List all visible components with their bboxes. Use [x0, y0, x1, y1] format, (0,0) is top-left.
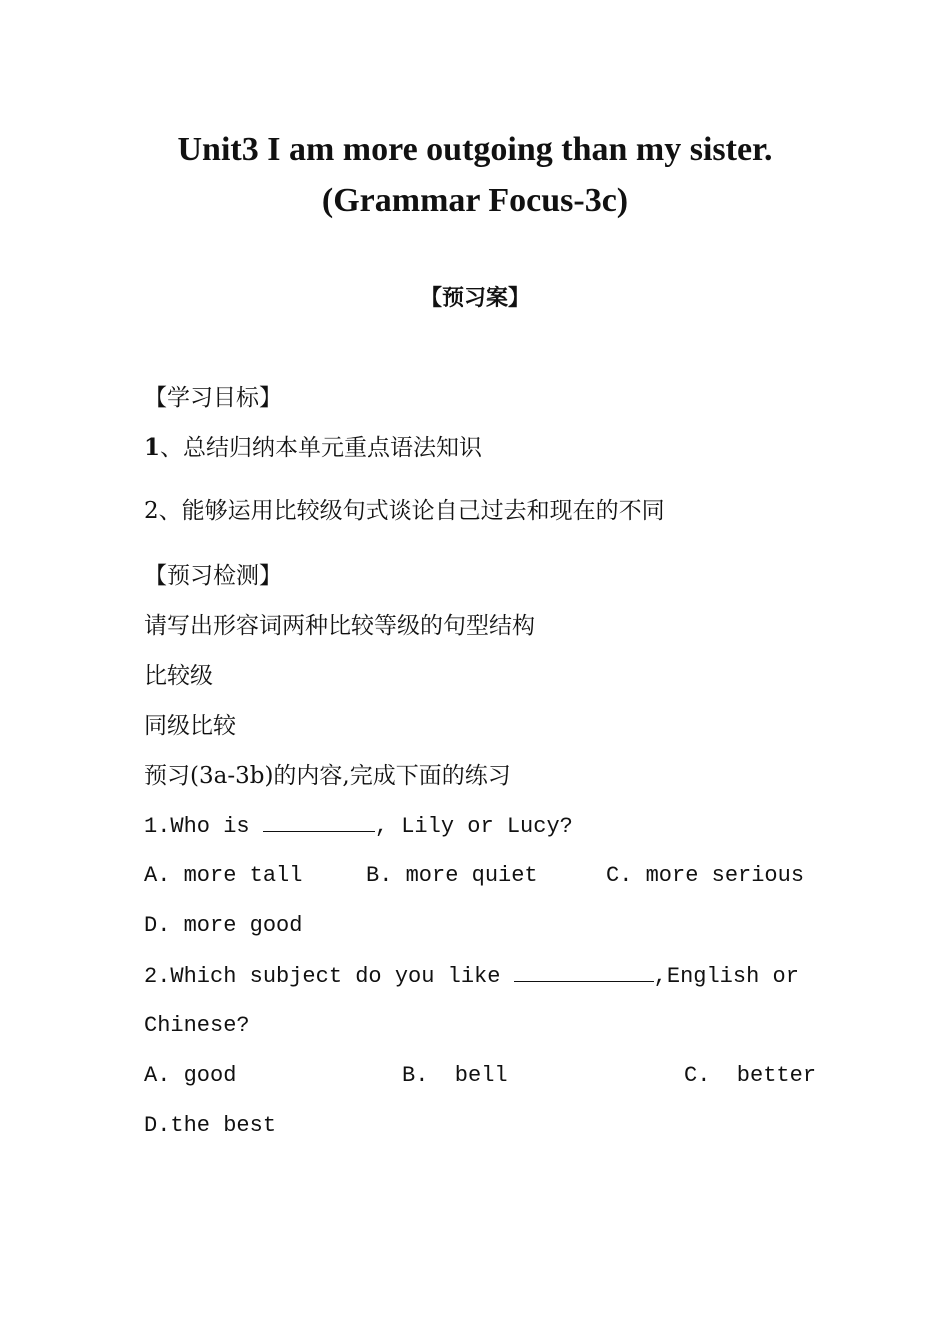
objective-item-1 — [144, 433, 482, 463]
objective-item-2: 2、能够运用比较级句式谈论自己过去和现在的不同 — [144, 498, 665, 524]
objective-item-1-text: 、总结归纳本单元重点语法知识 — [160, 435, 483, 461]
question-1-option-b: B. more quiet — [366, 863, 538, 888]
objectives-heading: 【学习目标】 — [144, 385, 282, 411]
document-title-line-2: (Grammar Focus-3c) — [321, 182, 629, 219]
question-1-option-d: D. more good — [144, 913, 303, 938]
question-2-stem — [144, 961, 799, 992]
question-2-option-c: C. better — [684, 1063, 817, 1088]
question-1-blank[interactable] — [263, 811, 375, 832]
question-1-stem-after: , Lily or Lucy? — [374, 814, 573, 839]
comparative-label: 比较级 — [144, 663, 213, 689]
equal-comparison-label: 同级比较 — [144, 713, 236, 739]
preview-section-heading: 【预习案】 — [419, 286, 530, 311]
question-1-option-a: A. more tall — [144, 863, 303, 888]
question-1-stem — [144, 811, 573, 842]
question-1-option-c: C. more serious — [606, 863, 805, 888]
question-2-option-a: A. good — [144, 1063, 237, 1088]
question-2-stem-after: ,English or — [653, 964, 799, 989]
objective-item-1-number: 1 — [144, 434, 161, 461]
question-2-option-b: B. bell — [402, 1063, 508, 1088]
exercise-intro: 预习(3a-3b)的内容,完成下面的练习 — [144, 763, 511, 789]
document-title-line-1: Unit3 I am more outgoing than my sister. — [177, 131, 773, 168]
question-1-stem-before: 1.Who is — [144, 814, 263, 839]
question-2-stem-continuation: Chinese? — [144, 1013, 250, 1038]
question-2-option-d: D.the best — [144, 1113, 277, 1138]
preview-check-heading: 【预习检测】 — [144, 563, 282, 589]
question-2-blank[interactable] — [514, 961, 654, 982]
question-2-stem-before: 2.Which subject do you like — [144, 964, 514, 989]
instruction-text: 请写出形容词两种比较等级的句型结构 — [144, 613, 535, 639]
